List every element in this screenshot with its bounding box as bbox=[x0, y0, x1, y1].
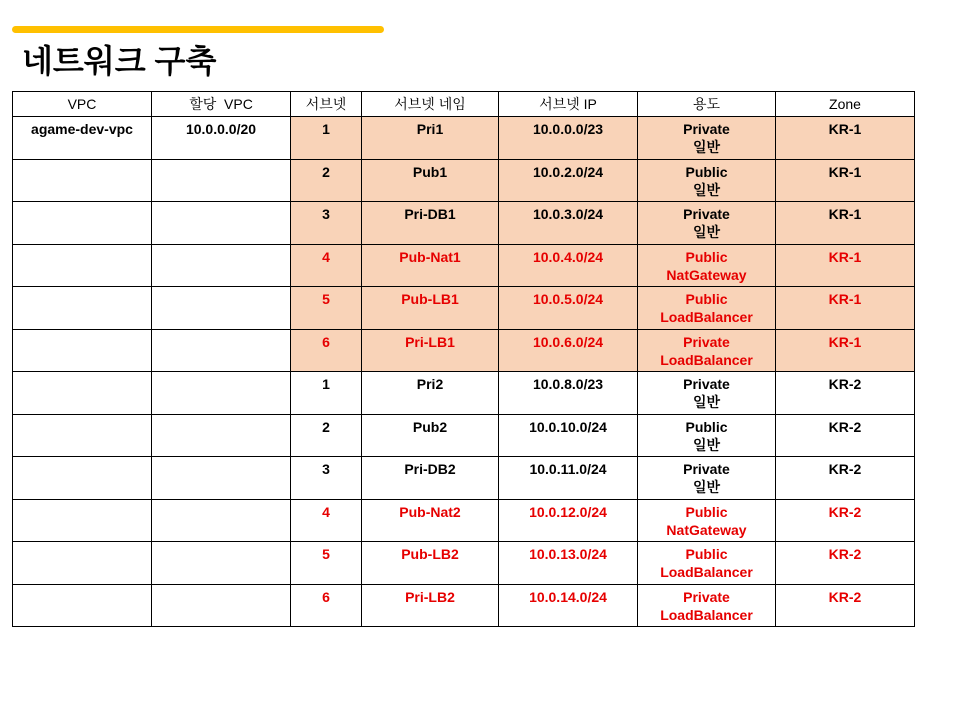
subnet-name-cell: Pub1 bbox=[362, 159, 499, 202]
vpc-cell bbox=[13, 414, 152, 457]
header-allocated-vpc: 할당 VPC bbox=[152, 92, 291, 117]
purpose-cell bbox=[638, 372, 776, 415]
vpc-cell bbox=[13, 372, 152, 415]
table-row bbox=[13, 287, 915, 330]
allocated-vpc-cell bbox=[152, 159, 291, 202]
allocated-vpc-cell bbox=[152, 584, 291, 627]
purpose-cell bbox=[638, 584, 776, 627]
subnet-table bbox=[12, 91, 915, 627]
subnet-name-cell: Pri1 bbox=[362, 117, 499, 160]
purpose-type: Private bbox=[683, 588, 730, 605]
subnet-ip-cell: 10.0.10.0/24 bbox=[499, 414, 638, 457]
purpose-type: Public bbox=[685, 546, 728, 562]
header-subnet-ip: 서브넷 IP bbox=[499, 92, 638, 117]
subnet-name-cell: Pri2 bbox=[362, 372, 499, 415]
table-row bbox=[13, 159, 915, 202]
zone-cell: KR-1 bbox=[776, 244, 915, 287]
allocated-vpc-cell bbox=[152, 542, 291, 585]
purpose-type: Public bbox=[685, 418, 728, 435]
vpc-cell bbox=[13, 542, 152, 585]
table-row bbox=[13, 329, 915, 372]
allocated-vpc-cell bbox=[152, 414, 291, 457]
accent-bar bbox=[12, 26, 384, 33]
purpose-cell bbox=[638, 457, 776, 500]
table-row bbox=[13, 244, 915, 287]
purpose-type: Public bbox=[685, 248, 728, 265]
purpose-detail: NatGateway bbox=[666, 266, 747, 283]
purpose-detail: 일반 bbox=[692, 394, 721, 410]
purpose-cell bbox=[638, 287, 776, 330]
subnet-ip-cell: 10.0.12.0/24 bbox=[499, 499, 638, 542]
vpc-cell bbox=[13, 499, 152, 542]
subnet-name-cell: Pub-LB2 bbox=[362, 542, 499, 585]
purpose-cell bbox=[638, 329, 776, 372]
subnet-ip-cell: 10.0.4.0/24 bbox=[499, 244, 638, 287]
table-row bbox=[13, 414, 915, 457]
purpose-cell bbox=[638, 414, 776, 457]
table-row bbox=[13, 372, 915, 415]
purpose-detail: LoadBalancer bbox=[660, 309, 753, 325]
purpose-cell bbox=[638, 244, 776, 287]
subnet-name-cell: Pub-Nat2 bbox=[362, 499, 499, 542]
subnet-ip-cell: 10.0.8.0/23 bbox=[499, 372, 638, 415]
table-row bbox=[13, 202, 915, 245]
page-title: 네트워크 구축 bbox=[22, 43, 217, 79]
purpose-detail: LoadBalancer bbox=[660, 606, 753, 623]
subnet-name-cell: Pri-DB1 bbox=[362, 202, 499, 245]
subnet-number-cell: 6 bbox=[291, 329, 362, 372]
purpose-type: Private bbox=[683, 206, 730, 222]
subnet-number-cell: 4 bbox=[291, 499, 362, 542]
purpose-detail: 일반 bbox=[692, 181, 721, 198]
vpc-cell bbox=[13, 287, 152, 330]
zone-cell: KR-2 bbox=[776, 542, 915, 585]
zone-cell: KR-1 bbox=[776, 329, 915, 372]
subnet-number-cell: 6 bbox=[291, 584, 362, 627]
subnet-name-cell: Pub2 bbox=[362, 414, 499, 457]
subnet-number-cell: 1 bbox=[291, 372, 362, 415]
header-zone: Zone bbox=[776, 92, 915, 117]
zone-cell: KR-1 bbox=[776, 159, 915, 202]
vpc-cell bbox=[13, 584, 152, 627]
purpose-type: Public bbox=[685, 291, 728, 307]
vpc-cell bbox=[13, 159, 152, 202]
table-body bbox=[13, 117, 915, 627]
purpose-cell bbox=[638, 499, 776, 542]
purpose-cell bbox=[638, 117, 776, 160]
subnet-name-cell: Pri-LB2 bbox=[362, 584, 499, 627]
purpose-type: Public bbox=[685, 503, 728, 520]
purpose-detail: 일반 bbox=[692, 139, 721, 155]
subnet-number-cell: 3 bbox=[291, 202, 362, 245]
purpose-cell bbox=[638, 159, 776, 202]
subnet-name-cell: Pri-LB1 bbox=[362, 329, 499, 372]
zone-cell: KR-2 bbox=[776, 499, 915, 542]
purpose-type: Private bbox=[683, 121, 730, 137]
subnet-ip-cell: 10.0.11.0/24 bbox=[499, 457, 638, 500]
subnet-ip-cell: 10.0.6.0/24 bbox=[499, 329, 638, 372]
subnet-ip-cell: 10.0.0.0/23 bbox=[499, 117, 638, 160]
subnet-ip-cell: 10.0.2.0/24 bbox=[499, 159, 638, 202]
allocated-vpc-cell bbox=[152, 287, 291, 330]
subnet-name-cell: Pub-Nat1 bbox=[362, 244, 499, 287]
purpose-type: Public bbox=[685, 163, 728, 180]
allocated-vpc-cell bbox=[152, 499, 291, 542]
header-subnet-name: 서브넷 네임 bbox=[362, 92, 499, 117]
zone-cell: KR-1 bbox=[776, 287, 915, 330]
header-subnet: 서브넷 bbox=[291, 92, 362, 117]
purpose-type: Private bbox=[683, 376, 730, 392]
table-row bbox=[13, 584, 915, 627]
table-row bbox=[13, 542, 915, 585]
subnet-number-cell: 2 bbox=[291, 414, 362, 457]
table-header-row bbox=[13, 92, 915, 117]
purpose-cell bbox=[638, 542, 776, 585]
purpose-detail: 일반 bbox=[692, 479, 721, 495]
header-vpc: VPC bbox=[13, 92, 152, 117]
subnet-name-cell: Pub-LB1 bbox=[362, 287, 499, 330]
vpc-cell bbox=[13, 457, 152, 500]
allocated-vpc-cell: 10.0.0.0/20 bbox=[152, 117, 291, 160]
subnet-number-cell: 5 bbox=[291, 542, 362, 585]
subnet-name-cell: Pri-DB2 bbox=[362, 457, 499, 500]
purpose-cell bbox=[638, 202, 776, 245]
zone-cell: KR-2 bbox=[776, 372, 915, 415]
zone-cell: KR-2 bbox=[776, 414, 915, 457]
zone-cell: KR-1 bbox=[776, 117, 915, 160]
table-row bbox=[13, 499, 915, 542]
allocated-vpc-cell bbox=[152, 457, 291, 500]
purpose-type: Private bbox=[683, 333, 730, 350]
purpose-detail: 일반 bbox=[692, 224, 721, 240]
subnet-ip-cell: 10.0.3.0/24 bbox=[499, 202, 638, 245]
subnet-number-cell: 1 bbox=[291, 117, 362, 160]
purpose-detail: 일반 bbox=[692, 436, 721, 453]
header-purpose: 용도 bbox=[638, 92, 776, 117]
zone-cell: KR-2 bbox=[776, 584, 915, 627]
table-row bbox=[13, 457, 915, 500]
allocated-vpc-cell bbox=[152, 202, 291, 245]
vpc-cell bbox=[13, 244, 152, 287]
allocated-vpc-cell bbox=[152, 372, 291, 415]
subnet-number-cell: 5 bbox=[291, 287, 362, 330]
purpose-detail: LoadBalancer bbox=[660, 351, 753, 368]
purpose-detail: NatGateway bbox=[666, 521, 747, 538]
purpose-detail: LoadBalancer bbox=[660, 564, 753, 580]
table-row bbox=[13, 117, 915, 160]
zone-cell: KR-2 bbox=[776, 457, 915, 500]
subnet-ip-cell: 10.0.5.0/24 bbox=[499, 287, 638, 330]
vpc-cell: agame-dev-vpc bbox=[13, 117, 152, 160]
purpose-type: Private bbox=[683, 461, 730, 477]
allocated-vpc-cell bbox=[152, 244, 291, 287]
subnet-ip-cell: 10.0.14.0/24 bbox=[499, 584, 638, 627]
subnet-number-cell: 2 bbox=[291, 159, 362, 202]
allocated-vpc-cell bbox=[152, 329, 291, 372]
subnet-number-cell: 3 bbox=[291, 457, 362, 500]
subnet-ip-cell: 10.0.13.0/24 bbox=[499, 542, 638, 585]
zone-cell: KR-1 bbox=[776, 202, 915, 245]
subnet-number-cell: 4 bbox=[291, 244, 362, 287]
vpc-cell bbox=[13, 202, 152, 245]
vpc-cell bbox=[13, 329, 152, 372]
